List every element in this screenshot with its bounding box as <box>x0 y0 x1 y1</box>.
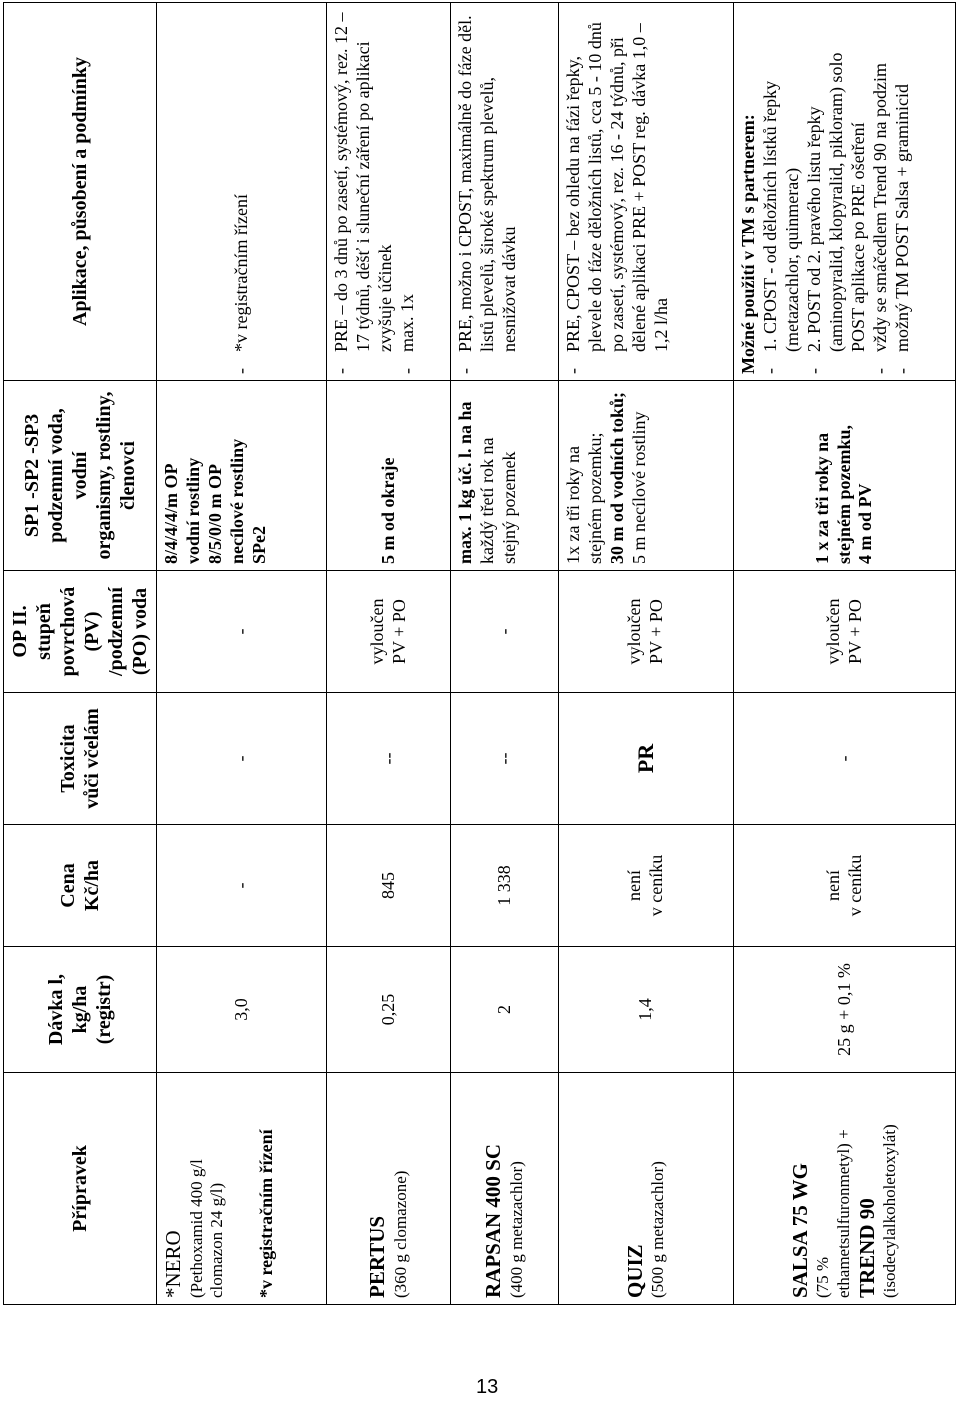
header-bees-line: Toxicita <box>57 724 79 793</box>
op-line: PV + PO <box>844 599 865 664</box>
app-item: - 1. CPOST - od děložních lístků řepky (metazachlor, quinmerac) <box>760 9 804 374</box>
dose-cell: 3,0 <box>157 947 327 1073</box>
bees-cell: - <box>734 693 956 825</box>
header-sp-line: organismy, rostliny, <box>93 391 115 560</box>
price-cell: - <box>157 825 327 947</box>
product-note: (75 % <box>813 1256 833 1298</box>
app-item: - možný TM POST Salsa + graminicid <box>892 9 914 374</box>
sp-line: stejný pozemek <box>498 451 519 564</box>
bees-cell: - <box>157 693 327 825</box>
sp-line: max. 1 kg úč. l. na ha <box>455 401 475 564</box>
header-op <box>4 571 157 693</box>
header-op-line: (PV) <box>81 611 103 652</box>
app-item: - PRE – do 3 dnů po zasetí, systémový, rez. 12 – 17 týdnů, déšť i sluneční záření po aplikaci zvyšuje účinek <box>331 9 397 374</box>
price-line: v ceníku <box>844 854 865 917</box>
price-cell: 1 338 <box>451 825 559 947</box>
product-cell <box>559 1073 734 1305</box>
table-row <box>559 3 734 1305</box>
header-price-line: Kč/ha <box>81 859 103 912</box>
header-sp-line: členovci <box>117 441 139 510</box>
app-item: - PRE, možno i CPOST, maximálně do fáze děl. listů plevelů, široké spektrum plevelů, nesnižovat dávku <box>455 9 521 374</box>
sp-cell: 5 m od okraje <box>327 381 451 571</box>
header-op-line: (PO) voda <box>129 587 151 676</box>
app-item: - max. 1x <box>397 9 419 374</box>
page-number: 13 <box>476 1376 499 1398</box>
header-row <box>4 3 157 1305</box>
sp-line: stejném pozemku; <box>584 432 605 564</box>
app-cell <box>451 3 559 381</box>
product-note: (isodecylalkoholetoxylát) <box>880 1124 900 1298</box>
header-price <box>4 825 157 947</box>
app-cell <box>157 3 327 381</box>
op-line: PV + PO <box>388 599 409 664</box>
header-bees-line: vůči včelám <box>81 708 103 809</box>
sp-cell <box>451 381 559 571</box>
header-op-line: povrchová <box>57 586 79 677</box>
sp-line: 5 m necílové rostliny <box>628 411 649 564</box>
header-sp-line: podzemní voda, vodní <box>45 408 91 543</box>
sp-line: 30 m od vodních toků; <box>606 391 627 564</box>
op-cell <box>734 571 956 693</box>
app-cell <box>559 3 734 381</box>
price-line: není <box>624 870 645 901</box>
product-note: (360 g clomazone) <box>390 1170 410 1298</box>
op-line: vyloučen <box>624 598 645 665</box>
op-line: PV + PO <box>646 599 666 664</box>
sp-line: vodní rostliny <box>182 457 203 564</box>
price-cell <box>559 825 734 947</box>
app-title: Možné použití v TM s partnerem: <box>738 114 758 374</box>
app-item: - 2. POST od 2. pravého listu řepky (aminopyralid, klopyralid, pikloram) solo POST aplikace po PRE ošetření <box>804 9 870 374</box>
product-cell <box>451 1073 559 1305</box>
sp-line: stejném pozemku, <box>833 425 854 564</box>
dose-cell: 25 g + 0,1 % <box>734 947 956 1073</box>
table-row <box>157 3 327 1305</box>
product-name: RAPSAN 400 SC <box>481 1143 506 1298</box>
sp-cell <box>157 381 327 571</box>
bees-cell: -- <box>451 693 559 825</box>
bees-cell: -- <box>327 693 451 825</box>
sp-cell <box>734 381 956 571</box>
op-line: vyloučen <box>822 598 843 665</box>
price-line: v ceníku <box>646 854 666 917</box>
sp-cell <box>559 381 734 571</box>
rotated-page <box>3 3 956 1305</box>
sp-line: každý třetí rok na <box>476 437 497 564</box>
product-name: PERTUS <box>365 1215 390 1298</box>
op-cell: - <box>451 571 559 693</box>
product-note: *v registračním řízení <box>256 1129 277 1298</box>
header-bees <box>4 693 157 825</box>
header-dose-line: Dávka l, <box>45 973 67 1046</box>
product-cell <box>157 1073 327 1305</box>
product-cell <box>327 1073 451 1305</box>
product-note: (400 g metazachlor) <box>506 1161 526 1298</box>
header-app: Aplikace, působení a podmínky <box>4 3 157 381</box>
header-op-line: /podzemní <box>105 587 127 676</box>
app-cell <box>734 3 956 381</box>
sp-line: SPe2 <box>248 526 269 564</box>
op-line: vyloučen <box>366 598 387 665</box>
product-note: (500 g metazachlor) <box>648 1161 668 1298</box>
header-price-line: Cena <box>57 863 79 908</box>
op-cell <box>559 571 734 693</box>
herbicide-table <box>3 2 956 1305</box>
header-dose-line: (registr) <box>93 974 115 1045</box>
price-cell <box>734 825 956 947</box>
app-cell <box>327 3 451 381</box>
header-dose-line: kg/ha <box>69 985 91 1034</box>
product-name: *NERO <box>161 1230 185 1298</box>
header-product: Přípravek <box>4 1073 157 1305</box>
product-note: clomazon 24 g/l) <box>207 1182 227 1298</box>
product-name: TREND 90 <box>854 1198 879 1298</box>
op-cell <box>327 571 451 693</box>
product-cell <box>734 1073 956 1305</box>
app-item: - vždy se smáčedlem Trend 90 na podzim <box>870 9 892 374</box>
dose-cell: 0,25 <box>327 947 451 1073</box>
header-sp-line: SP1 -SP2 -SP3 <box>21 413 43 538</box>
sp-line: 8/5/0/0 m OP <box>204 464 225 564</box>
table-row <box>451 3 559 1305</box>
header-op-line: OP II. stupeň <box>9 603 55 660</box>
price-cell: 845 <box>327 825 451 947</box>
op-cell: - <box>157 571 327 693</box>
app-item: - *v registračním řízení <box>231 9 253 374</box>
sp-line: 8/4/4/4/m OP <box>161 463 181 564</box>
dose-cell: 1,4 <box>559 947 734 1073</box>
sp-line: 1x za tři roky na <box>563 446 583 564</box>
bees-cell: PR <box>559 693 734 825</box>
sp-line: 4 m od PV <box>855 483 876 564</box>
table-row <box>734 3 956 1305</box>
sp-line: 1 x za tři roky na <box>811 432 832 564</box>
sp-line: necílové rostliny <box>226 438 247 564</box>
price-line: není <box>822 870 843 901</box>
product-name: QUIZ <box>622 1244 647 1298</box>
header-dose <box>4 947 157 1073</box>
app-item: - PRE, CPOST – bez ohledu na fázi řepky, plevele do fáze děložních listů, cca 5 - 10 dnů po zasetí, systémový, rez. 16 - 24 týdnů, při dělené aplikaci PRE + POST reg. dávka 1,0 – 1,2 l/ha <box>563 9 673 374</box>
header-sp <box>4 381 157 571</box>
table-row <box>327 3 451 1305</box>
product-name: SALSA 75 WG <box>787 1163 812 1298</box>
product-note: ethametsulfuronmetyl) + <box>834 1129 854 1298</box>
product-note: (Pethoxamid 400 g/l <box>186 1159 206 1298</box>
dose-cell: 2 <box>451 947 559 1073</box>
